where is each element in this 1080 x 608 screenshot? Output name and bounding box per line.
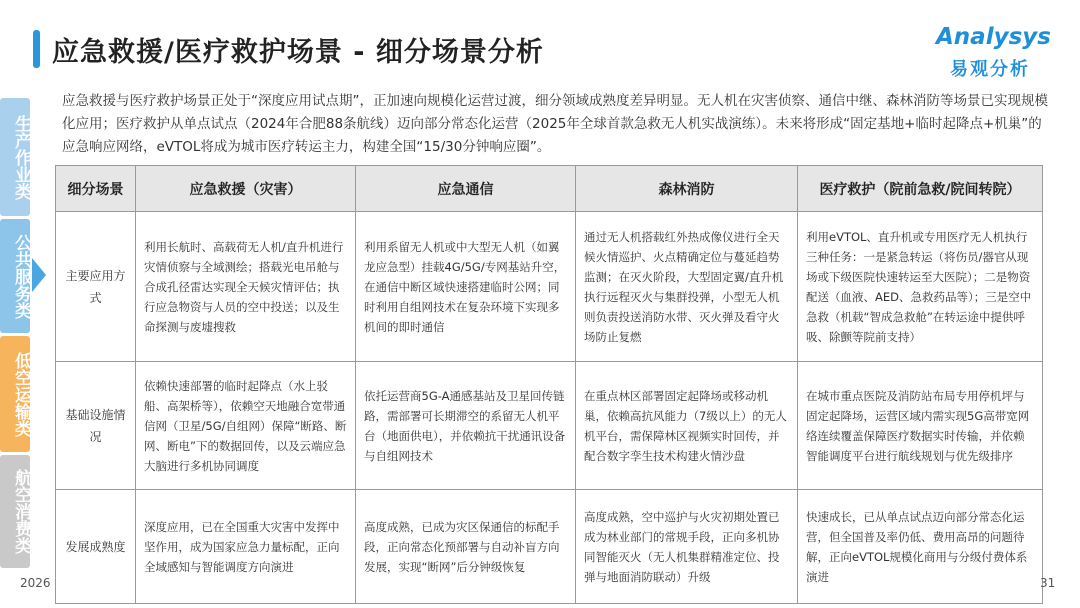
table-cell: 利用系留无人机或中大型无人机（如翼龙应急型）挂载4G/5G/专网基站升空，在通信中断区域快速搭建临时公网；同时利用自组网技术在复杂环境下实现多机间的即时通信	[356, 212, 576, 362]
table-cell: 利用长航时、高载荷无人机/直升机进行灾情侦察与全域测绘；搭载光电吊舱与合成孔径雷达实现全天候灾情评估；执行应急物资与人员的空中投送；以及生命探测与废墟搜救	[136, 212, 356, 362]
table-row	[56, 362, 1043, 490]
table-cell: 高度成熟，空中巡护与火灾初期处置已成为林业部门的常规手段，正向多机协同智能灭火（无人机集群精准定位、投弹与地面消防联动）升级	[576, 490, 798, 604]
table-cell: 在重点林区部署固定起降场或移动机巢，依赖高抗风能力（7级以上）的无人机平台，需保障林区视频实时回传，并配合数字孪生技术构建火情沙盘	[576, 362, 798, 490]
side-nav-public-service[interactable]: 公共服务类	[0, 219, 30, 333]
row-label: 基础设施情况	[56, 362, 136, 490]
table-cell: 利用eVTOL、直升机或专用医疗无人机执行三种任务：一是紧急转运（将伤员/器官从现场或下级医院快速转运至大医院）；二是物资配送（血液、AED、急救药品等）；三是空中急救（机载“智成急救舱”在转运途中提供呼吸、除颤等院前支持）	[798, 212, 1043, 362]
table-cell: 高度成熟，已成为灾区保通信的标配手段，正向常态化预部署与自动补盲方向发展，实现“断网”后分钟级恢复	[356, 490, 576, 604]
table-cell: 依托运营商5G-A通感基站及卫星回传链路，需部署可长期滞空的系留无人机平台（地面供电），并依赖抗干扰通讯设备与自组网技术	[356, 362, 576, 490]
table-cell: 通过无人机搭载红外热成像仪进行全天候火情巡护、火点精确定位与蔓延趋势监测；在灭火阶段，大型固定翼/直升机执行远程灭火与集群投弹，小型无人机则负责投送消防水带、灭火弹及看守火场防止复燃	[576, 212, 798, 362]
intro-paragraph: 应急救援与医疗救护场景正处于“深度应用试点期”，正加速向规模化运营过渡，细分领域成熟度差异明显。无人机在灾害侦察、通信中继、森林消防等场景已实现规模化应用；医疗救护从单点试点（2024年合肥88条航线）迈向部分常态化运营（2025年全球首款急救无人机实战演练）。未来将形成“固定基地+临时起降点+机巢”的应急响应网络，eVTOL将成为城市医疗转运主力，构建全国“15/30分钟响应圈”。	[62, 93, 1048, 155]
table-cell: 依赖快速部署的临时起降点（水上驳船、高架桥等），依赖空天地融合宽带通信网（卫星/5G/自组网）保障“断路、断网、断电”下的数据回传，以及云端应急大脑进行多机协同调度	[136, 362, 356, 490]
table-header-cell: 森林消防	[576, 166, 798, 212]
table-header-cell: 细分场景	[56, 166, 136, 212]
logo-text-en: Analysys	[936, 24, 1051, 50]
row-label: 主要应用方式	[56, 212, 136, 362]
page-title: 应急救援/医疗救护场景 - 细分场景分析	[52, 37, 544, 68]
side-nav-transport[interactable]: 低空运输类	[0, 336, 30, 452]
footer-page-number: 31	[1040, 576, 1056, 590]
active-nav-arrow-icon	[32, 258, 46, 292]
title-accent-bar	[33, 30, 40, 68]
table-cell: 深度应用，已在全国重大灾害中发挥中坚作用，成为国家应急力量标配，正向全域感知与智能调度方向演进	[136, 490, 356, 604]
table-header-cell: 应急通信	[356, 166, 576, 212]
footer-year: 2026	[20, 576, 51, 590]
scenario-table	[55, 165, 1043, 604]
logo-text-cn: 易观分析	[950, 59, 1030, 80]
table-header-row	[56, 166, 1043, 212]
table-cell: 在城市重点医院及消防站布局专用停机坪与固定起降场，运营区域内需实现5G高带宽网络连续覆盖保障医疗数据实时传输，并依赖智能调度平台进行航线规划与优先级排序	[798, 362, 1043, 490]
side-nav-production[interactable]: 生产作业类	[0, 98, 30, 216]
table-cell: 快速成长，已从单点试点迈向部分常态化运营，但全国普及率仍低、费用高昂的问题待解，正向eVTOL规模化商用与分级付费体系演进	[798, 490, 1043, 604]
analysys-logo	[936, 24, 1056, 84]
table-row	[56, 212, 1043, 362]
table-header-cell: 应急救援（灾害）	[136, 166, 356, 212]
side-category-nav	[0, 98, 32, 571]
row-label: 发展成熟度	[56, 490, 136, 604]
table-row	[56, 490, 1043, 604]
side-nav-consumer[interactable]: 航空消费类	[0, 455, 30, 568]
table-header-cell: 医疗救护（院前急救/院间转院）	[798, 166, 1043, 212]
